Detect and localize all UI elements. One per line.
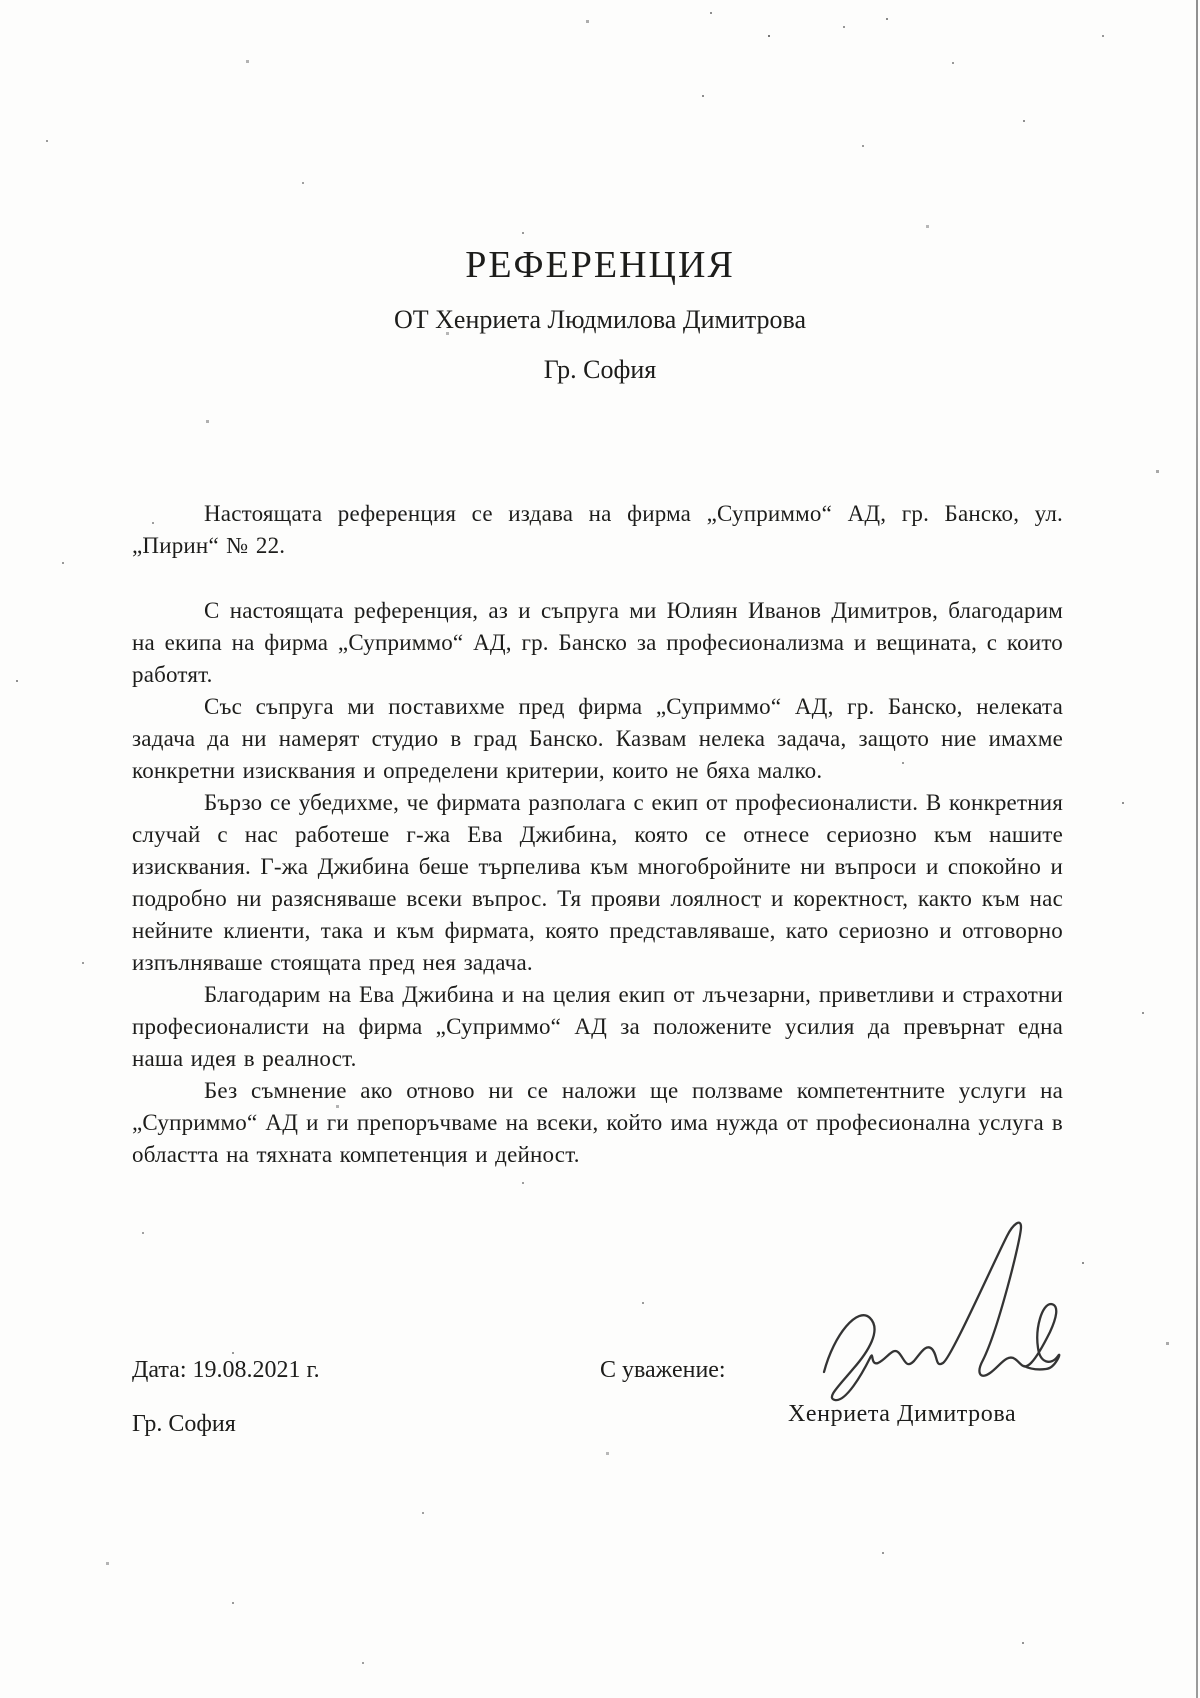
- signature-icon: [808, 1212, 1074, 1412]
- paragraph-intro: Настоящата референция се издава на фирма „Суприммо“ АД, гр. Банско, ул. „Пирин“ № 22.: [132, 501, 1063, 558]
- letter-body: [132, 498, 1063, 1171]
- paragraph: Бързо се убедихме, че фирмата разполага с екип от професионалисти. В конкретния случай с нас работеше г-жа Ева Джибина, която се отнесе сериозно към нашите изисквания. Г-жа Джибина беше търпелива към многобройните ни въпроси и спокойно и подробно ни разясняваше всеки въпрос. Тя прояви лоялност и коректност, както към нас нейните клиенти, така и към фирмата, която представляваше, като сериозно и отговорно изпълняваше стоящата пред нея задача.: [132, 790, 1063, 975]
- paragraph: Благодарим на Ева Джибина и на целия екип от лъчезарни, приветливи и страхотни професионалисти на фирма „Суприммо“ АД за положените усилия да превърнат една наша идея в реалност.: [132, 982, 1063, 1071]
- scan-noise-specks: [0, 0, 3, 3]
- document-title: РЕФЕРЕНЦИЯ: [465, 244, 735, 286]
- author-line: ОТ Хенриета Людмилова Димитрова: [393, 305, 806, 334]
- date-line: Дата: 19.08.2021 г.: [132, 1357, 320, 1383]
- footer-city: Гр. София: [132, 1411, 236, 1437]
- paragraph: Със съпруга ми поставихме пред фирма „Суприммо“ АД, гр. Банско, нелеката задача да ни намерят студио в град Банско. Казвам нелека задача, защото ние имахме конкретни изисквания и определени критерии, които не бяха малко.: [132, 694, 1063, 783]
- signatory-name: Хенриета Димитрова: [788, 1401, 1017, 1427]
- paragraph: С настоящата референция, аз и съпруга ми Юлиян Иванов Димитров, благодарим на екипа на фирма „Суприммо“ АД, гр. Банско за професионализма и вещината, с които работят.: [132, 598, 1063, 687]
- city-line: Гр. София: [543, 355, 657, 384]
- paragraph: Без съмнение ако отново ни се наложи ще ползваме компетентните услуги на „Суприммо“ АД и ги препоръчваме на всеки, който има нужда от професионална услуга в областта на тяхната компетенция и дейност.: [132, 1078, 1063, 1167]
- closing-line: С уважение:: [600, 1357, 726, 1383]
